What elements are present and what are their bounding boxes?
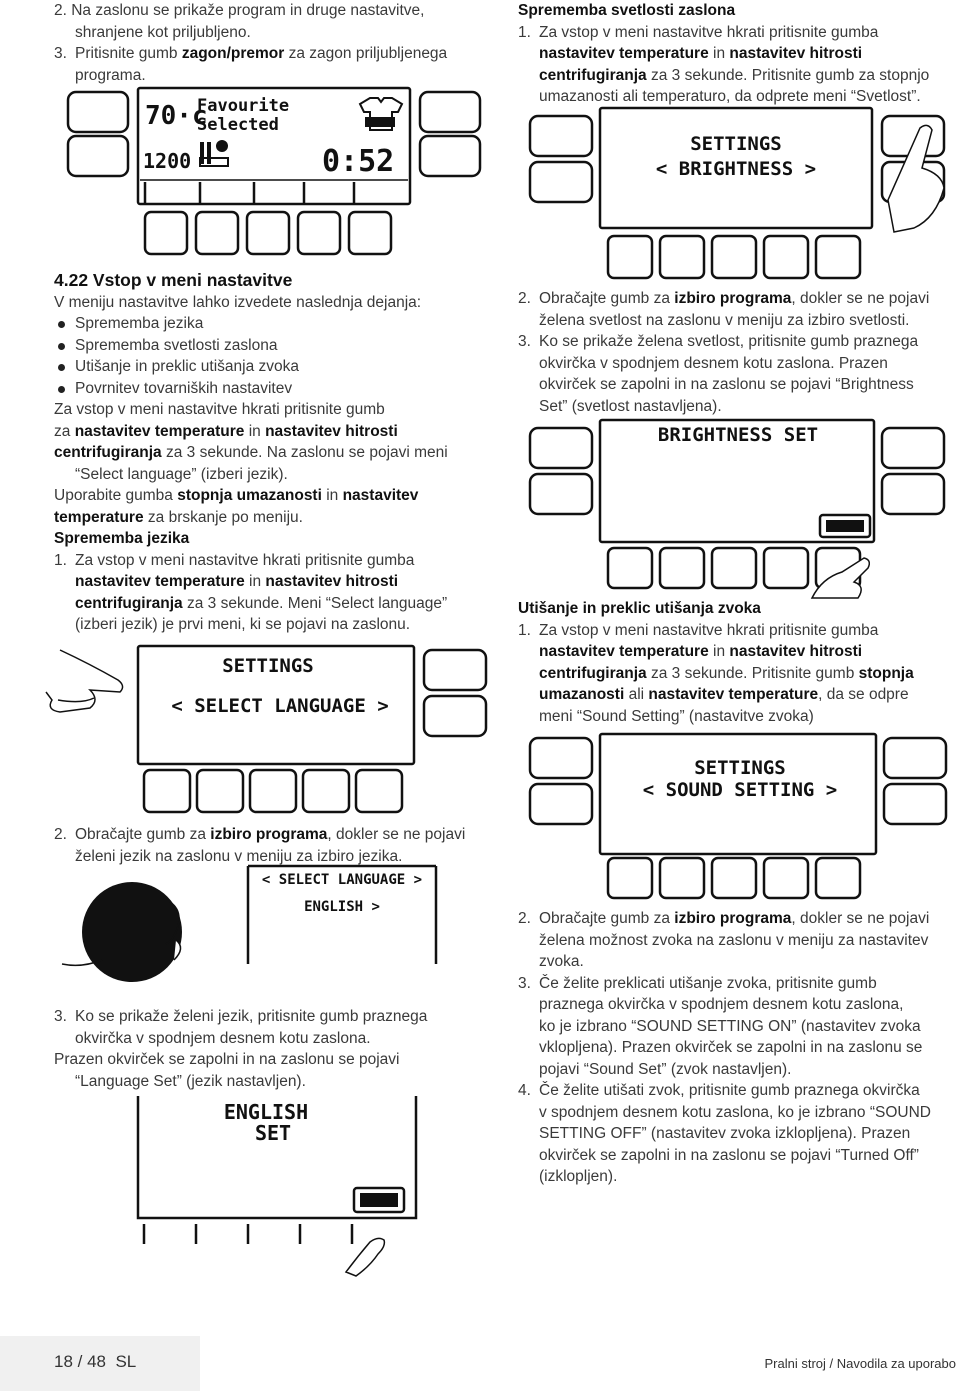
sound-step-3-line1: Če želite preklicati utišanje zvoka, pritisnite gumb [539, 974, 877, 992]
favourite-line2: Selected [197, 115, 279, 135]
paragraph-1-and: in [244, 422, 266, 440]
sound-step-3-line4: vklopljena). Prazen okvirček se zapolni in na zaslonu se [539, 1039, 923, 1056]
sound-step-2-line3: zvoka. [539, 953, 584, 970]
paragraph-1-post: za 3 sekunde. Na zaslonu se pojavi meni [161, 444, 448, 461]
sound-step-4-num: 4. [518, 1082, 531, 1099]
language-step-1-num: 1. [54, 551, 67, 569]
language-step-2-num: 2. [54, 826, 67, 843]
step-2-line1: 2. Na zaslonu se prikaže program in druge nastavitve, [54, 2, 425, 19]
paragraph-1-line4: “Select language” (izberi jezik). [75, 465, 288, 483]
language-step-1-post: za 3 sekunde. Meni “Select language” [182, 594, 448, 612]
select-language-line2: < SELECT LANGUAGE > [171, 695, 389, 717]
select-language-line1: SETTINGS [222, 655, 314, 677]
section-intro: V meniju nastavitve lahko izvedete naslednja dejanja: [54, 293, 422, 311]
footer-title: Pralni stroj / Navodila za uporabo [764, 1356, 956, 1371]
sound-step-2 [518, 908, 958, 973]
sound-step-3-num: 3. [518, 974, 531, 992]
temperature-setting-label: nastavitev temperature [648, 686, 819, 703]
sound-step-1-line1: Za vstop v meni nastavitve hkrati pritisnite gumba [539, 621, 879, 639]
brightness-step-1-num: 1. [518, 23, 531, 41]
language-step-2-pre: Obračajte gumb za [75, 826, 211, 843]
paragraph-2-pre: Uporabite gumba [54, 487, 178, 504]
step-3-text-end: za zagon priljubljenega [284, 45, 448, 62]
paragraph-1-pre: za [54, 422, 75, 440]
favourite-spin: 1200 [143, 149, 192, 173]
level-label: umazanosti [539, 686, 625, 703]
language-code: SL [115, 1352, 137, 1371]
section-heading: 4.22 Vstop v meni nastavitve [54, 270, 293, 290]
sound-step-3-line5: pojavi “Sound Set” (zvok nastavljen). [539, 1060, 792, 1078]
bullet-item: Sprememba svetlosti zaslona [54, 335, 499, 357]
sound-step-2-num: 2. [518, 910, 531, 927]
setting-label: nastavitev [342, 487, 419, 504]
sound-step-4-line2: v spodnjem desnem kotu zaslona, ko je izbrano “SOUND [539, 1103, 931, 1121]
sound-step-2-post: , dokler se ne pojavi [791, 910, 930, 927]
brightness-step-1-and: in [708, 45, 730, 62]
paragraph-1-line1: Za vstop v meni nastavitve hkrati pritisnite gumb [54, 401, 385, 418]
language-step-3-line1: Ko se prikaže želeni jezik, pritisnite gumb praznega [75, 1008, 428, 1025]
sound-step-4-line5: (izklopljen). [539, 1168, 618, 1185]
sound-step-2-line2: želena možnost zvoka na zaslonu v meniju za nastavitev [539, 931, 929, 949]
spin-speed-label: nastavitev hitrosti [729, 643, 863, 660]
brightness-step-3-line4: Set” (svetlost nastavljena). [539, 397, 722, 415]
language-step-2-line2: želeni jezik na zaslonu v meniju za izbiro jezika. [75, 847, 403, 865]
spin-label: centrifugiranja [54, 444, 162, 461]
brightness-step-1-line4: umazanosti ali temperaturo, da odprete meni “Svetlost”. [539, 88, 921, 105]
brightness-step-3-line2: okvirčka v spodnjem desnem kotu zaslona. Prazen [539, 354, 888, 372]
temperature-setting-label: nastavitev temperature [539, 45, 709, 62]
brightness-step-2-num: 2. [518, 290, 531, 307]
sound-step-3-line2: praznega okvirčka v spodnjem desnem kotu zaslona, [539, 996, 904, 1013]
soil-label: stopnja [858, 664, 914, 682]
language-step-3-line3: Prazen okvirček se zapolni in na zaslonu se pojavi [54, 1051, 400, 1068]
brightness-step-2-pre: Obračajte gumb za [539, 290, 675, 307]
sound-step-1-mid: za 3 sekunde. Pritisnite gumb [646, 664, 859, 682]
page-number: 18 / 48 [54, 1352, 106, 1371]
bullet-item: Sprememba jezika [54, 313, 499, 335]
english-set-line2: SET [254, 1121, 292, 1145]
paragraph-2-post: za brskanje po meniju. [143, 508, 303, 526]
brightness-menu-line1: SETTINGS [690, 133, 782, 155]
favourite-time: 0:52 [322, 144, 395, 179]
sound-step-1-or: ali [624, 686, 649, 703]
language-step-3-num: 3. [54, 1008, 67, 1025]
language-heading: Sprememba jezika [54, 530, 190, 547]
temperature-label: temperature [54, 508, 144, 526]
bullet-item: Povrnitev tovarniških nastavitev [54, 378, 499, 400]
brightness-heading: Sprememba svetlosti zaslona [518, 2, 736, 19]
brightness-step-3-line1: Ko se prikaže želena svetlost, pritisnite gumb praznega [539, 333, 919, 350]
sound-step-1-end: , da se odpre [818, 686, 909, 703]
sound-heading: Utišanje in preklic utišanja zvoka [518, 600, 761, 617]
brightness-set-text: BRIGHTNESS SET [657, 424, 819, 446]
sound-step-3-line3: ko je izbrano “SOUND SETTING ON” (nastavitev zvoka [539, 1017, 921, 1035]
sound-step-3 [518, 973, 958, 1081]
sound-step-4-line4: okvirček se zapolni in na zaslonu se pojavi “Turned Off” [539, 1146, 919, 1164]
favourite-temp: 70·c [145, 101, 208, 131]
spin-speed-label: nastavitev hitrosti [265, 573, 399, 590]
sound-step-1-line5: meni “Sound Setting” (nastavitve zvoka) [539, 707, 814, 725]
brightness-step-2-line2: želena svetlost na zaslonu v meniju za izbiro svetlosti. [539, 311, 910, 329]
brightness-menu-line2: < BRIGHTNESS > [655, 158, 817, 180]
language-step-2-post: , dokler se ne pojavi [327, 826, 466, 843]
temperature-setting-label: nastavitev temperature [74, 422, 245, 440]
brightness-step-2-post: , dokler se ne pojavi [791, 290, 930, 307]
language-step-1-and: in [244, 573, 266, 590]
brightness-step-1-line1: Za vstop v meni nastavitve hkrati pritisnite gumba [539, 23, 879, 41]
step-3-line2: programa. [75, 66, 146, 84]
spin-label: centrifugiranja [539, 66, 647, 84]
sound-step-1-and: in [708, 643, 730, 660]
step-3-num: 3. [54, 45, 67, 62]
program-selection-label: izbiro programa [674, 910, 792, 927]
start-pause-label: zagon/premor [181, 45, 285, 62]
select-english-line1: < SELECT LANGUAGE > [261, 872, 423, 888]
sound-step-4-line3: SETTING OFF” (nastavitev zvoka izklopljena). Prazen [539, 1125, 911, 1142]
bullet-item: Utišanje in preklic utišanja zvoka [54, 356, 499, 378]
sound-step-4 [518, 1080, 958, 1188]
english-set-line1: ENGLISH [223, 1100, 309, 1124]
spin-label: centrifugiranja [539, 664, 647, 682]
brightness-step-3-num: 3. [518, 333, 531, 350]
sound-setting-line1: SETTINGS [694, 757, 786, 779]
spin-label: centrifugiranja [75, 594, 183, 612]
brightness-step-1-mid: za 3 sekunde. Pritisnite gumb za stopnjo [646, 66, 930, 84]
favourite-line1: Favourite [197, 96, 290, 116]
language-step-3-line4: “Language Set” (jezik nastavljen). [75, 1072, 306, 1090]
soil-level-label: stopnja umazanosti [177, 487, 322, 504]
language-step-1-line4: (izberi jezik) je prvi meni, ki se pojavi na zaslonu. [75, 616, 411, 633]
sound-step-1-num: 1. [518, 621, 531, 639]
temperature-setting-label: nastavitev temperature [539, 643, 709, 660]
footer-page [54, 1352, 136, 1372]
paragraph-2-and: in [321, 487, 343, 504]
program-selection-label: izbiro programa [210, 826, 328, 843]
brightness-step-3-line3: okvirček se zapolni in na zaslonu se pojavi “Brightness [539, 376, 914, 393]
spin-speed-label: nastavitev hitrosti [729, 45, 863, 62]
select-english-line2: ENGLISH > [304, 899, 380, 915]
program-selection-label: izbiro programa [674, 290, 792, 307]
sound-steps-2-4 [518, 908, 958, 1188]
sound-step-2-pre: Obračajte gumb za [539, 910, 675, 927]
step-2-line2: shranjene kot priljubljeno. [75, 23, 251, 41]
sound-setting-line2: < SOUND SETTING > [642, 779, 838, 801]
sound-step-4-line1: Če želite utišati zvok, pritisnite gumb praznega okvirčka [539, 1082, 920, 1099]
language-step-1-line1: Za vstop v meni nastavitve hkrati pritisnite gumba [75, 551, 415, 569]
language-step-3-line2: okvirčka v spodnjem desnem kotu zaslona. [75, 1029, 371, 1047]
temperature-setting-label: nastavitev temperature [75, 573, 245, 590]
spin-speed-label: nastavitev hitrosti [265, 422, 398, 440]
step-3-text: Pritisnite gumb [75, 45, 182, 62]
